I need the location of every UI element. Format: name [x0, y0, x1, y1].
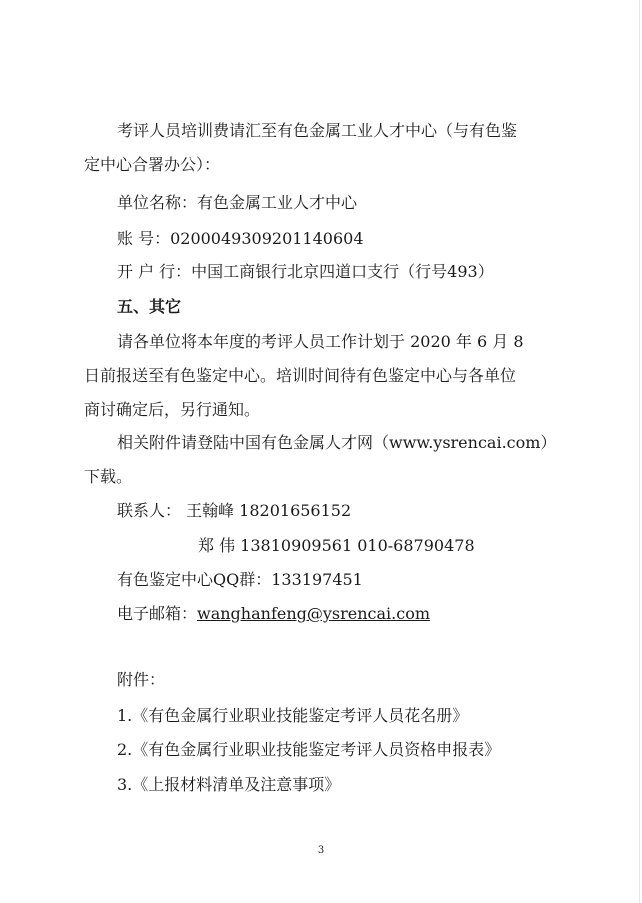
attachment-item-3: 3.《上报材料清单及注意事项》 — [117, 775, 341, 794]
attachment-item-1: 1.《有色金属行业职业技能鉴定考评人员花名册》 — [117, 706, 469, 725]
email-link[interactable]: wanghanfeng@ysrencai.com — [197, 604, 431, 623]
section-heading: 五、其它 — [117, 297, 182, 316]
contact-line-1: 联系人： 王翰峰 18201656152 — [117, 501, 352, 520]
paragraph-1-line-2: 日前报送至有色鉴定中心。培训时间待有色鉴定中心与各单位 — [84, 366, 517, 385]
training-fee-line-2: 定中心合署办公）： — [84, 155, 221, 174]
page-number: 3 — [317, 845, 325, 856]
unit-name-line: 单位名称：有色金属工业人才中心 — [117, 193, 358, 212]
paragraph-2-line-2: 下载。 — [84, 467, 133, 486]
email-line — [117, 604, 430, 624]
email-label: 电子邮箱： — [117, 604, 198, 623]
training-fee-line-1: 考评人员培训费请汇至有色金属工业人才中心（与有色鉴 — [117, 121, 518, 140]
contact-line-2: 郑 伟 13810909561 010-68790478 — [198, 536, 475, 555]
qq-group-line: 有色鉴定中心QQ群：133197451 — [117, 570, 363, 589]
attachments-label: 附件： — [117, 670, 166, 689]
bank-line: 开 户 行：中国工商银行北京四道口支行（行号493） — [117, 262, 494, 281]
scan-edge-line — [639, 0, 640, 903]
account-line: 账 号：0200049309201140604 — [117, 229, 364, 248]
attachment-item-2: 2.《有色金属行业职业技能鉴定考评人员资格申报表》 — [117, 740, 501, 759]
paragraph-1-line-3: 商讨确定后，另行通知。 — [84, 400, 261, 419]
paragraph-2-line-1: 相关附件请登陆中国有色金属人才网（www.ysrencai.com） — [117, 433, 557, 452]
paragraph-1-line-1: 请各单位将本年度的考评人员工作计划于 2020 年 6 月 8 — [117, 332, 524, 351]
